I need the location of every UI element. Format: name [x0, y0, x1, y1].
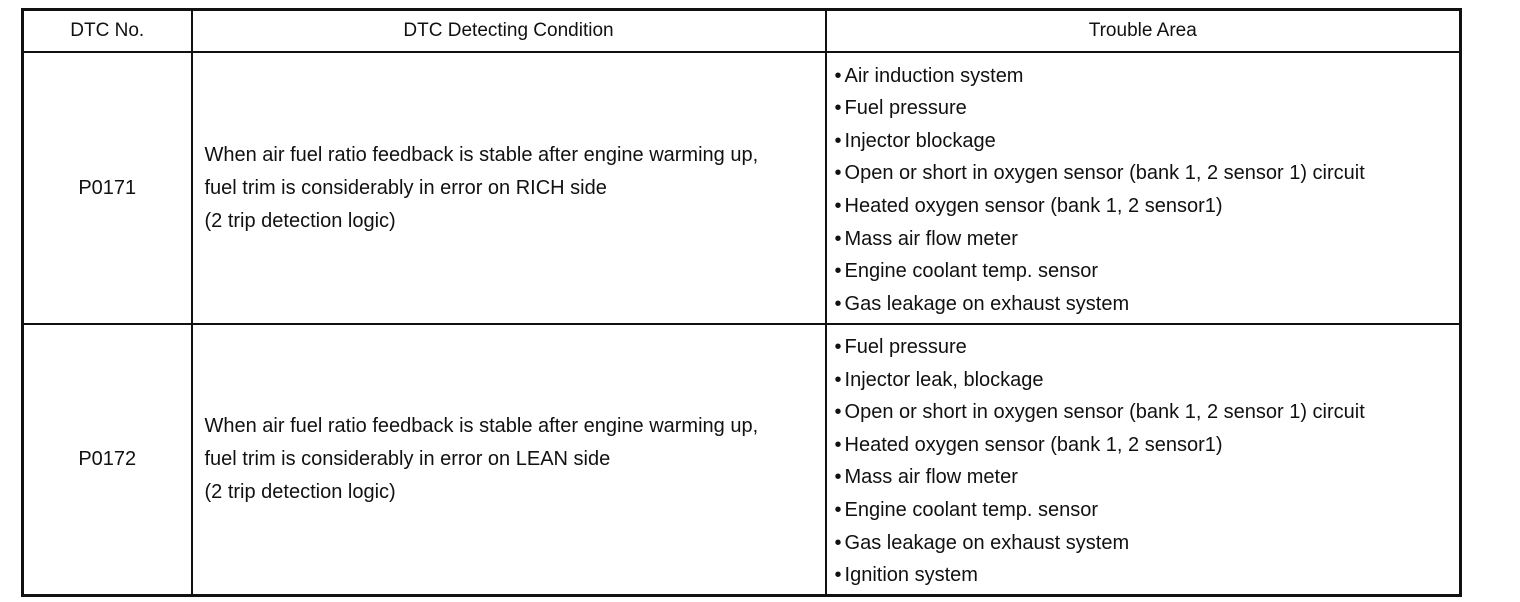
- header-detecting-condition: DTC Detecting Condition: [192, 10, 826, 53]
- trouble-area-cell: [826, 324, 1461, 595]
- condition-line: fuel trim is considerably in error on LEAN side: [204, 447, 611, 470]
- dtc-code-cell: P0171: [23, 52, 192, 324]
- trouble-area-item: • Air induction system: [835, 60, 1460, 93]
- trouble-area-list: [835, 325, 1460, 594]
- condition-line: fuel trim is considerably in error on RICH side: [204, 176, 607, 199]
- trouble-area-item: • Gas leakage on exhaust system: [835, 527, 1460, 560]
- trouble-area-item: • Heated oxygen sensor (bank 1, 2 sensor1): [835, 429, 1460, 462]
- trouble-area-item: • Ignition system: [835, 559, 1460, 592]
- trouble-area-item: • Injector blockage: [835, 125, 1460, 158]
- trouble-area-item: • Open or short in oxygen sensor (bank 1, 2 sensor 1) circuit: [835, 157, 1460, 190]
- condition-line: When air fuel ratio feedback is stable after engine warming up,: [204, 414, 759, 437]
- trouble-area-item: • Fuel pressure: [835, 331, 1460, 364]
- header-dtc-no: DTC No.: [23, 10, 192, 53]
- trouble-area-item: • Injector leak, blockage: [835, 364, 1460, 397]
- trouble-area-item: • Engine coolant temp. sensor: [835, 494, 1460, 527]
- trouble-area-item: • Fuel pressure: [835, 92, 1460, 125]
- table-row: [23, 324, 1461, 595]
- dtc-code-cell: P0172: [23, 324, 192, 595]
- condition-line: When air fuel ratio feedback is stable after engine warming up,: [204, 143, 759, 166]
- trouble-area-list: [835, 54, 1460, 323]
- condition-line: (2 trip detection logic): [204, 480, 396, 503]
- trouble-area-item: • Mass air flow meter: [835, 461, 1460, 494]
- header-trouble-area: Trouble Area: [826, 10, 1461, 53]
- trouble-area-item: • Open or short in oxygen sensor (bank 1, 2 sensor 1) circuit: [835, 396, 1460, 429]
- dtc-table: [21, 8, 1462, 597]
- trouble-area-item: • Heated oxygen sensor (bank 1, 2 sensor1): [835, 190, 1460, 223]
- detecting-condition-cell: [192, 52, 826, 324]
- trouble-area-item: • Engine coolant temp. sensor: [835, 255, 1460, 288]
- header-row: [23, 10, 1461, 53]
- trouble-area-cell: [826, 52, 1461, 324]
- detecting-condition-cell: [192, 324, 826, 595]
- trouble-area-item: • Mass air flow meter: [835, 223, 1460, 256]
- table-row: [23, 52, 1461, 324]
- condition-line: (2 trip detection logic): [204, 209, 396, 232]
- trouble-area-item: • Gas leakage on exhaust system: [835, 288, 1460, 321]
